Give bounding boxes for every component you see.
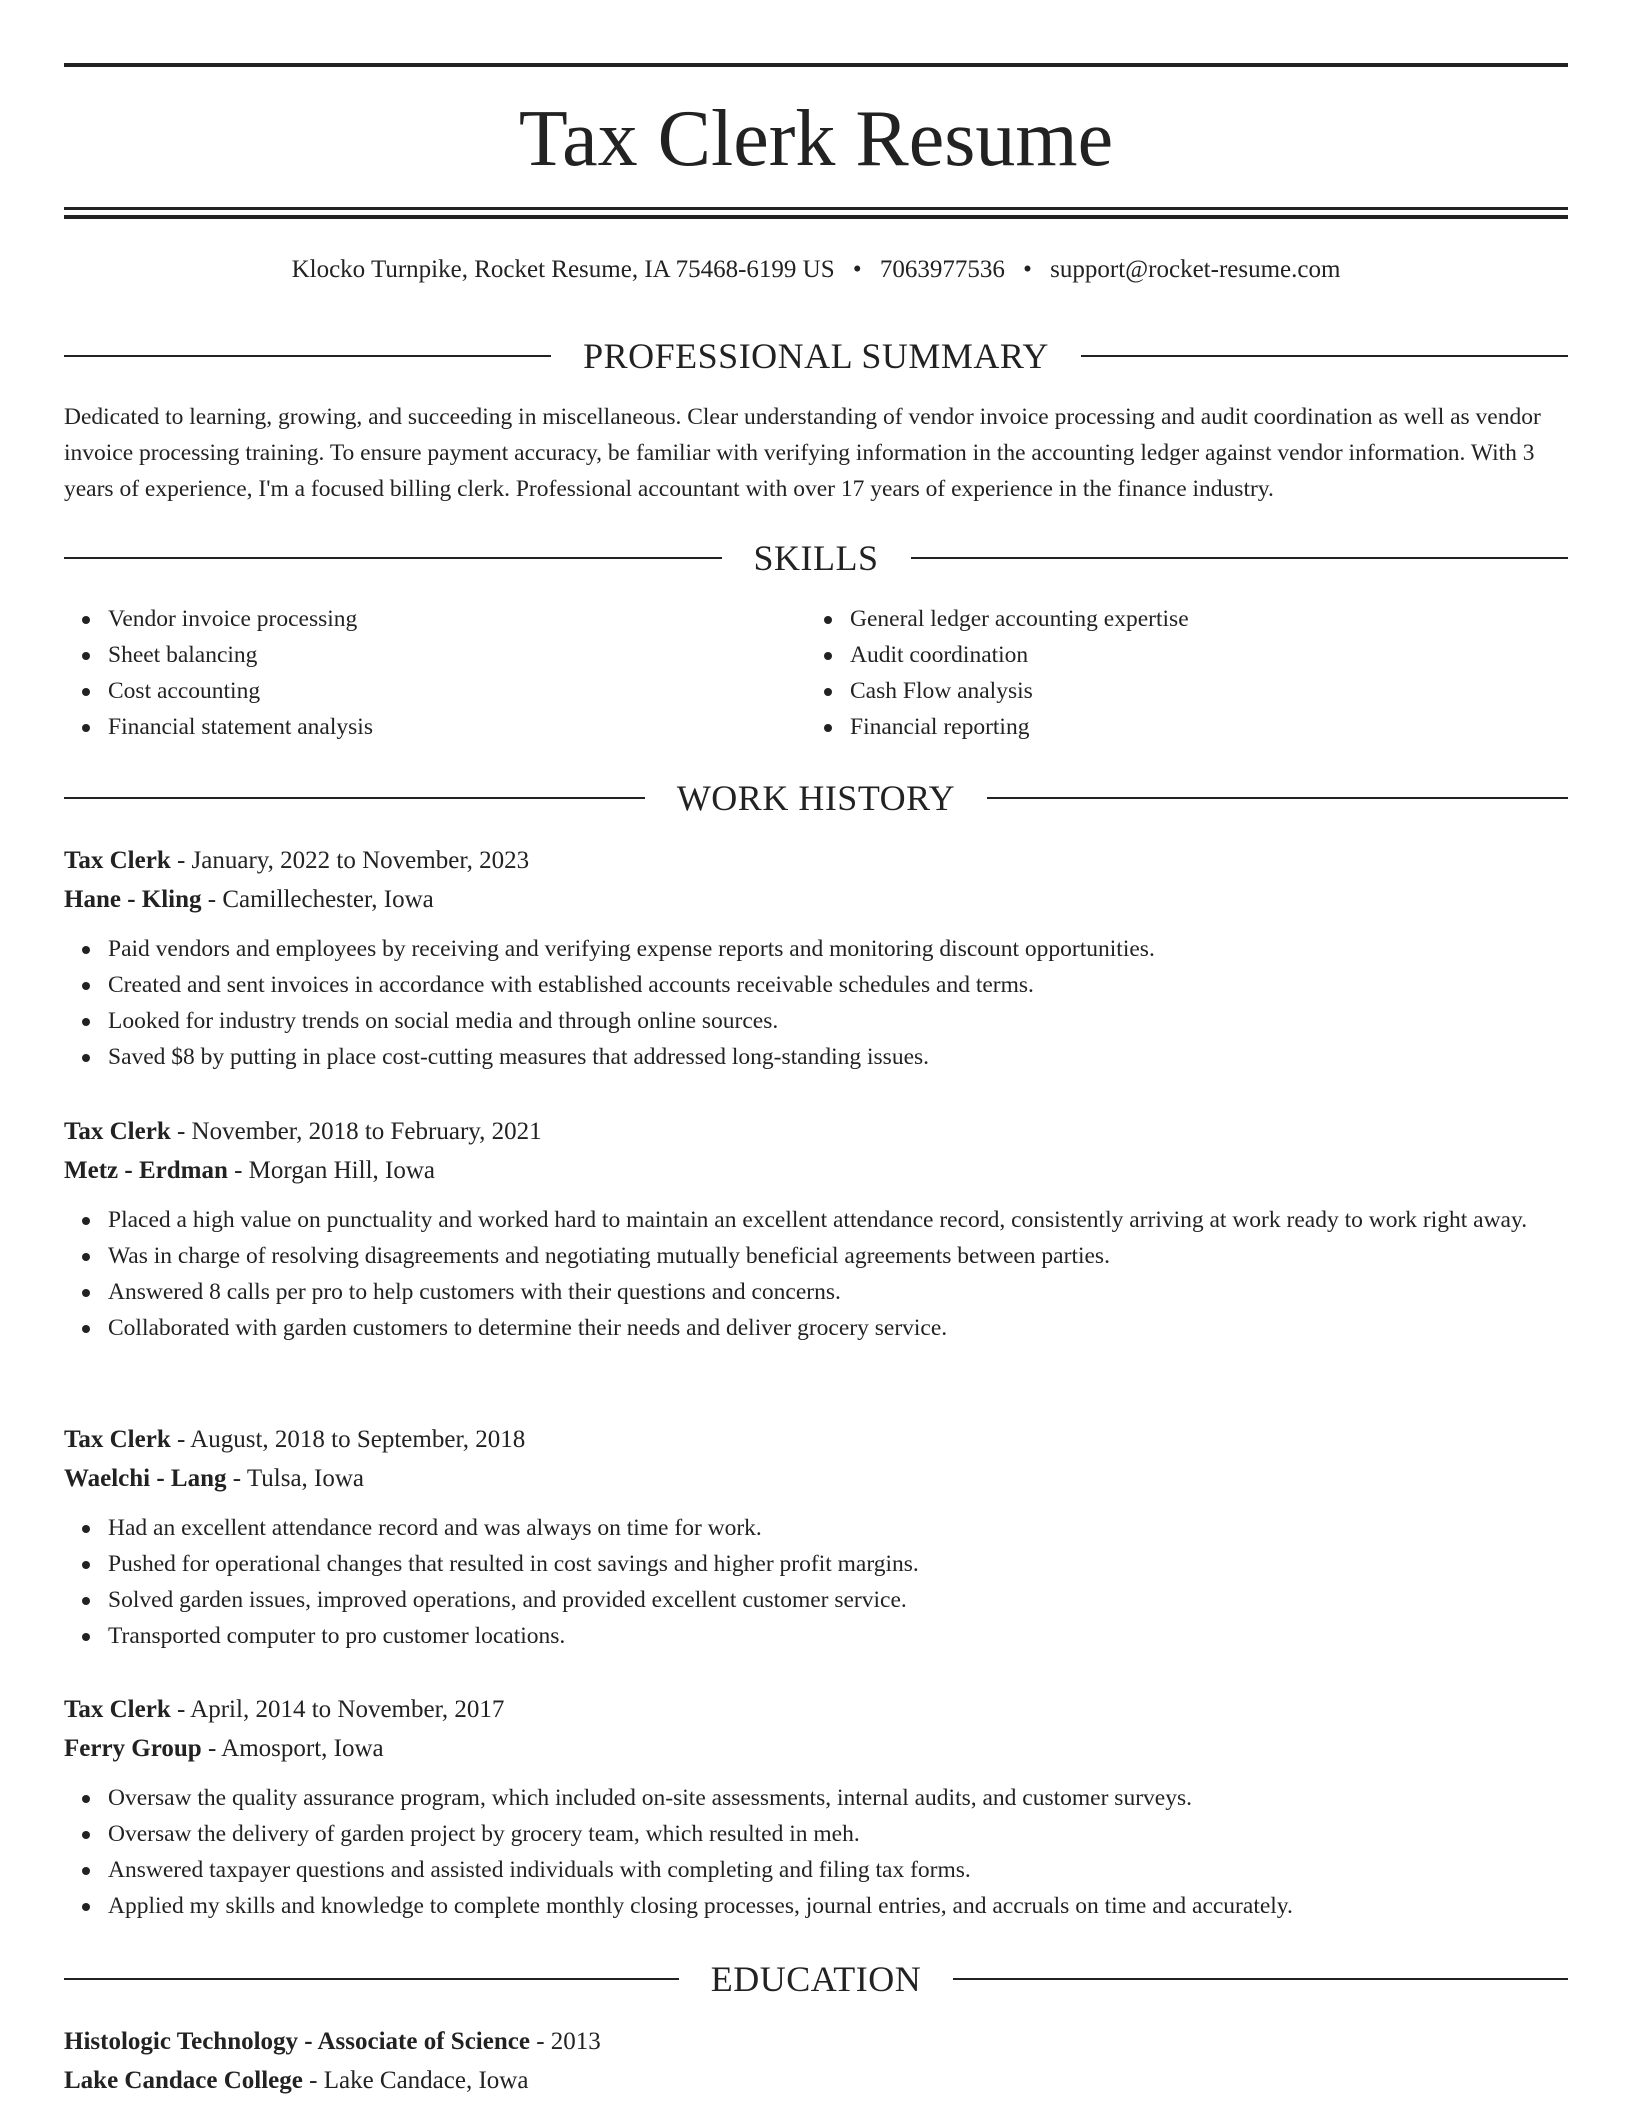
contact-separator: • bbox=[1023, 256, 1032, 283]
education-degree-line bbox=[64, 2022, 1568, 2061]
summary-text: Dedicated to learning, growing, and succeeding in miscellaneous. Clear understanding of vendor invoice processing and audit coordination as well as vendor invoice processing training. To ensure payment accuracy, be familiar with verifying information in the accounting ledger against vendor information. With 3 years of experience, I'm a focused billing clerk. Professional accountant with over 17 years of experience in the finance industry. bbox=[64, 404, 1541, 502]
job-company: Metz - Erdman bbox=[64, 1157, 228, 1184]
heading-rule-left bbox=[64, 355, 551, 357]
heading-rule-right bbox=[987, 797, 1568, 799]
skill-item: Cash Flow analysis bbox=[850, 673, 1548, 709]
skills-section-heading bbox=[64, 536, 1568, 580]
job-dates: - April, 2014 to November, 2017 bbox=[170, 1696, 505, 1723]
top-rule bbox=[64, 63, 1568, 67]
job-location: - Tulsa, Iowa bbox=[226, 1465, 365, 1492]
skill-item: Sheet balancing bbox=[108, 637, 806, 673]
job-entry bbox=[64, 841, 1568, 1075]
skills-heading-label: SKILLS bbox=[753, 538, 879, 578]
heading-rule-left bbox=[64, 797, 645, 799]
job-bullet: Pushed for operational changes that resulted in cost savings and higher profit margins. bbox=[108, 1546, 1568, 1582]
work-heading-label: WORK HISTORY bbox=[676, 778, 956, 818]
summary-heading-label: PROFESSIONAL SUMMARY bbox=[583, 336, 1049, 376]
job-bullet: Paid vendors and employees by receiving and verifying expense reports and monitoring discount opportunities. bbox=[108, 931, 1568, 967]
job-location: - Camillechester, Iowa bbox=[201, 886, 434, 913]
job-bullet: Transported computer to pro customer locations. bbox=[108, 1618, 1568, 1654]
contact-separator: • bbox=[852, 256, 862, 283]
job-bullets bbox=[64, 1202, 1568, 1346]
education-school: Lake Candace College bbox=[64, 2067, 303, 2094]
heading-rule-left bbox=[64, 1978, 679, 1980]
job-entry bbox=[64, 1690, 1568, 1924]
job-company-line bbox=[64, 1459, 1568, 1498]
skills-list bbox=[64, 601, 1568, 745]
skill-item: Financial statement analysis bbox=[108, 709, 806, 745]
skill-item: Cost accounting bbox=[108, 673, 806, 709]
job-title: Tax Clerk bbox=[64, 1696, 171, 1723]
education-degree: Histologic Technology - Associate of Science bbox=[64, 2028, 530, 2055]
job-location: - Morgan Hill, Iowa bbox=[227, 1157, 435, 1184]
job-company-line bbox=[64, 1151, 1568, 1190]
resume-title: Tax Clerk Resume bbox=[518, 95, 1114, 183]
education-entry bbox=[64, 2022, 1568, 2100]
education-heading-label: EDUCATION bbox=[710, 1959, 922, 1999]
job-bullet: Was in charge of resolving disagreements and negotiating mutually beneficial agreements between parties. bbox=[108, 1238, 1568, 1274]
heading-rule-right bbox=[911, 557, 1569, 559]
job-title-line bbox=[64, 1690, 1568, 1729]
education-school-line bbox=[64, 2061, 1568, 2100]
job-title-line bbox=[64, 1112, 1568, 1151]
skills-column-right bbox=[806, 601, 1548, 745]
job-bullet: Placed a high value on punctuality and worked hard to maintain an excellent attendance record, consistently arriving at work ready to work right away. bbox=[108, 1202, 1568, 1238]
work-section-heading bbox=[64, 776, 1568, 820]
skill-item: General ledger accounting expertise bbox=[850, 601, 1548, 637]
job-bullet: Answered taxpayer questions and assisted individuals with completing and filing tax forms. bbox=[108, 1852, 1568, 1888]
job-company-line bbox=[64, 1729, 1568, 1768]
skill-item: Financial reporting bbox=[850, 709, 1548, 745]
skills-column-left bbox=[64, 601, 806, 745]
title-rule-upper bbox=[64, 207, 1568, 210]
job-bullet: Saved $8 by putting in place cost-cutting measures that addressed long-standing issues. bbox=[108, 1039, 1568, 1075]
job-bullets bbox=[64, 931, 1568, 1075]
job-bullet: Had an excellent attendance record and was always on time for work. bbox=[108, 1510, 1568, 1546]
contact-line bbox=[64, 253, 1568, 287]
job-entry bbox=[64, 1420, 1568, 1654]
heading-rule-left bbox=[64, 557, 722, 559]
job-bullet: Oversaw the delivery of garden project by grocery team, which resulted in meh. bbox=[108, 1816, 1568, 1852]
job-bullet: Answered 8 calls per pro to help customers with their questions and concerns. bbox=[108, 1274, 1568, 1310]
job-dates: - August, 2018 to September, 2018 bbox=[170, 1426, 526, 1453]
job-bullet: Solved garden issues, improved operations, and provided excellent customer service. bbox=[108, 1582, 1568, 1618]
job-company: Hane - Kling bbox=[64, 886, 202, 913]
summary-section-heading bbox=[64, 334, 1568, 378]
job-bullet: Applied my skills and knowledge to complete monthly closing processes, journal entries, and accruals on time and accurately. bbox=[108, 1888, 1568, 1924]
heading-rule-right bbox=[953, 1978, 1568, 1980]
job-bullet: Looked for industry trends on social media and through online sources. bbox=[108, 1003, 1568, 1039]
job-title: Tax Clerk bbox=[64, 847, 171, 874]
job-entry bbox=[64, 1112, 1568, 1346]
job-title-line bbox=[64, 1420, 1568, 1459]
job-title: Tax Clerk bbox=[64, 1118, 171, 1145]
heading-rule-right bbox=[1081, 355, 1568, 357]
job-bullet: Created and sent invoices in accordance with established accounts receivable schedules and terms. bbox=[108, 967, 1568, 1003]
skill-item: Vendor invoice processing bbox=[108, 601, 806, 637]
job-company: Waelchi - Lang bbox=[64, 1465, 227, 1492]
contact-address: Klocko Turnpike, Rocket Resume, IA 75468-6199 US bbox=[291, 256, 835, 283]
job-bullet: Oversaw the quality assurance program, which included on-site assessments, internal audits, and customer surveys. bbox=[108, 1780, 1568, 1816]
contact-phone: 7063977536 bbox=[879, 256, 1005, 283]
job-company: Ferry Group bbox=[64, 1735, 202, 1762]
job-bullets bbox=[64, 1780, 1568, 1924]
title-rule-lower bbox=[64, 215, 1568, 219]
job-title-line bbox=[64, 841, 1568, 880]
job-dates: - November, 2018 to February, 2021 bbox=[170, 1118, 542, 1145]
job-title: Tax Clerk bbox=[64, 1426, 171, 1453]
education-section-heading bbox=[64, 1957, 1568, 2001]
job-bullets bbox=[64, 1510, 1568, 1654]
job-bullet: Collaborated with garden customers to determine their needs and deliver grocery service. bbox=[108, 1310, 1568, 1346]
education-year: - 2013 bbox=[529, 2028, 601, 2055]
job-location: - Amosport, Iowa bbox=[201, 1735, 384, 1762]
job-company-line bbox=[64, 880, 1568, 919]
education-location: - Lake Candace, Iowa bbox=[302, 2067, 529, 2094]
contact-email: support@rocket-resume.com bbox=[1050, 256, 1341, 283]
skill-item: Audit coordination bbox=[850, 637, 1548, 673]
job-dates: - January, 2022 to November, 2023 bbox=[170, 847, 530, 874]
